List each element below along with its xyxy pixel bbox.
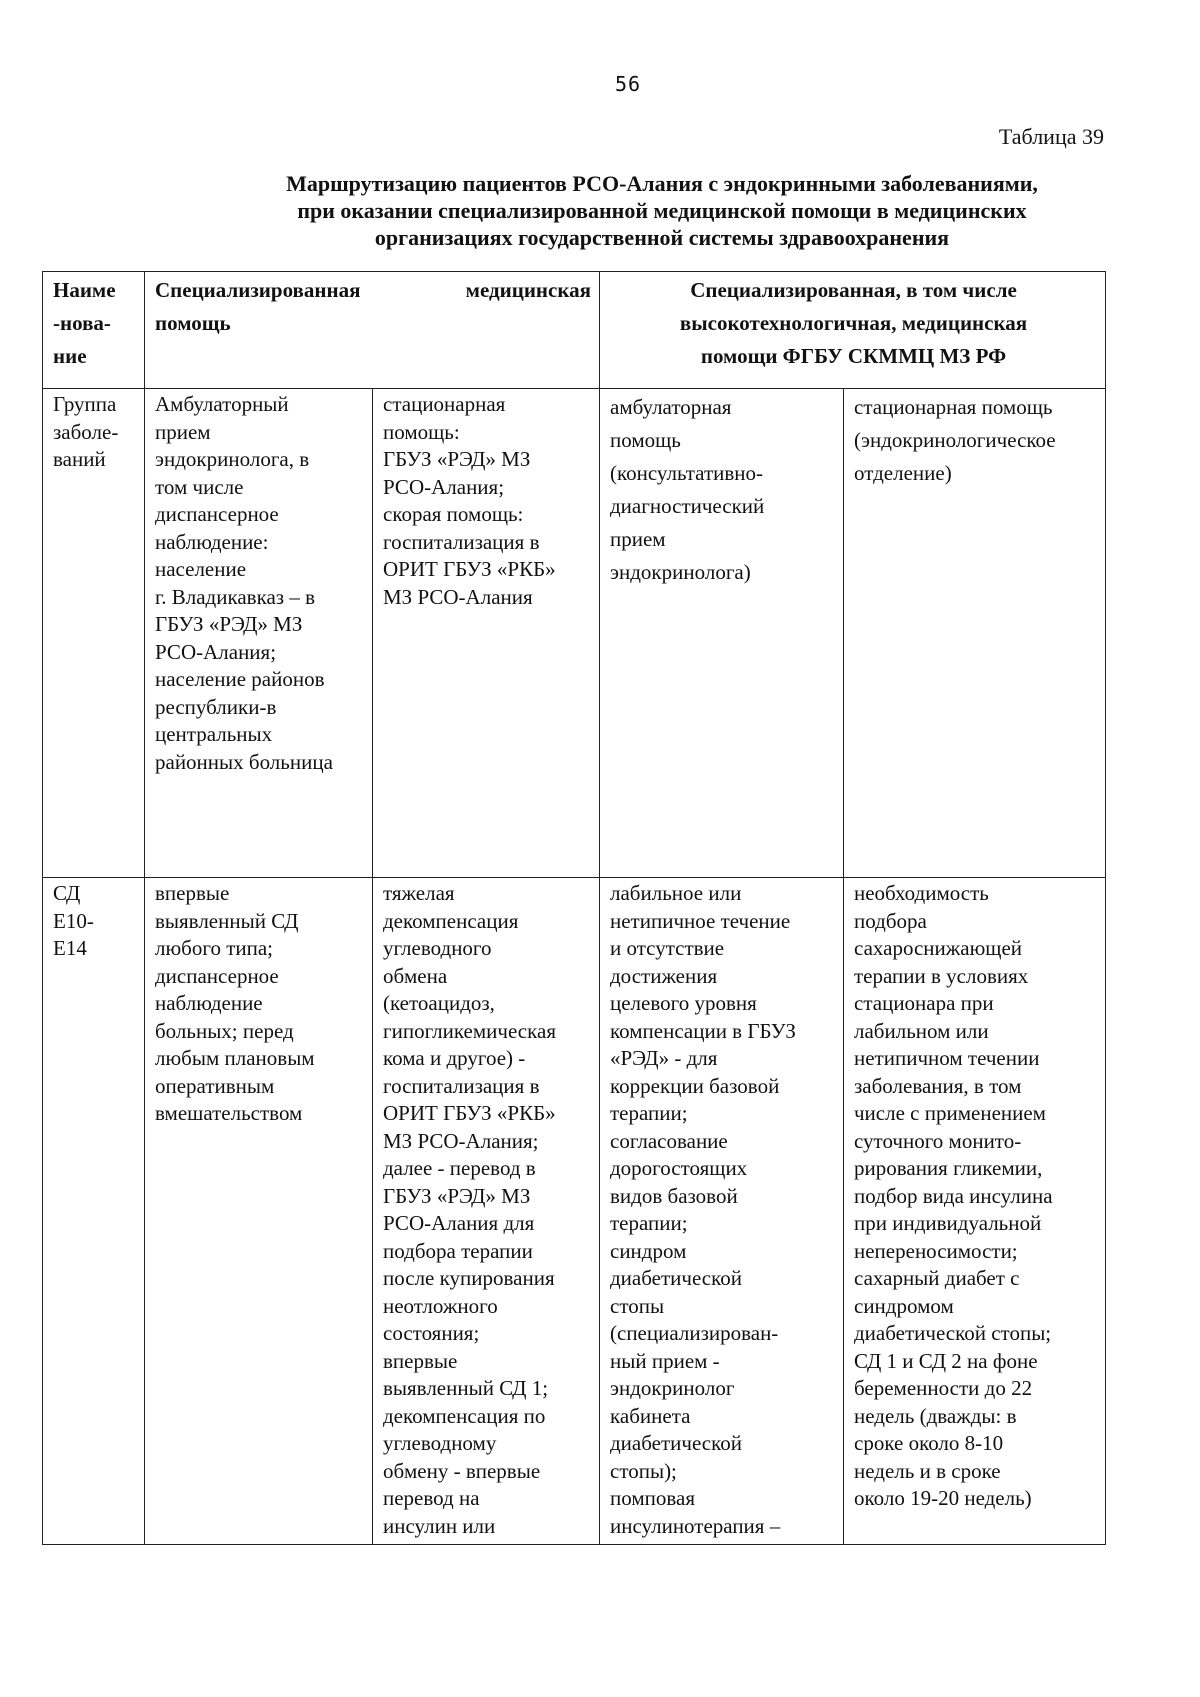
- cell-text-line: ГБУЗ «РЭД» МЗ: [155, 612, 303, 636]
- cell-text-line: стационарная помощь: [854, 395, 1053, 419]
- cell-text-line: СД 1 и СД 2 на фоне: [854, 1348, 1038, 1373]
- cell-text-line: далее - перевод в: [383, 1156, 536, 1180]
- cell-text-line: отделение): [854, 461, 952, 485]
- cell-text-line: ный прием -: [610, 1348, 720, 1373]
- cell-text-line: госпитализация в: [383, 529, 540, 554]
- page-number: 56: [614, 72, 642, 96]
- cell-text-line: углеводному: [383, 1431, 497, 1455]
- header-specialized-line: Специализированная медицинская: [155, 278, 591, 302]
- cell-text-line: Группа: [53, 392, 117, 416]
- cell-text-line: терапии;: [610, 1211, 688, 1235]
- cell-text-line: (специализирован-: [610, 1321, 779, 1345]
- cell-text-line: декомпенсация: [383, 908, 519, 933]
- cell-text-line: сахароснижающей: [854, 936, 1023, 960]
- cell-text-line: непереносимости;: [854, 1238, 1018, 1263]
- cell-text-line: неотложного: [383, 1293, 498, 1318]
- cell-text-line: диабетической: [610, 1431, 742, 1455]
- routing-table: [42, 271, 1106, 1545]
- cell-text-line: -нова-: [53, 311, 111, 335]
- group-inpatient-cell: [373, 389, 600, 878]
- cell-text-line: дорогостоящих: [610, 1156, 748, 1180]
- cell-text-line: центральных: [155, 722, 273, 746]
- cell-text-line: наблюдение:: [155, 529, 269, 554]
- cell-text-line: лабильное или: [610, 881, 742, 905]
- cell-text-line: население районов: [155, 667, 325, 691]
- cell-text-line: ГБУЗ «РЭД» МЗ: [383, 447, 531, 471]
- sd-ht-inpatient-cell: [844, 878, 1106, 1545]
- sd-name-cell: [43, 878, 145, 1545]
- cell-text-line: сроке около 8-10: [854, 1431, 1004, 1455]
- group-name-cell: [43, 389, 145, 878]
- cell-text-line: рирования гликемии,: [854, 1156, 1043, 1180]
- cell-text-line: синдром: [610, 1238, 687, 1263]
- cell-text-line: МЗ РСО-Алания;: [383, 1128, 539, 1153]
- cell-text-line: компенсации в ГБУЗ: [610, 1018, 796, 1043]
- cell-text-line: любым плановым: [155, 1046, 315, 1070]
- cell-text-line: около 19-20 недель): [854, 1486, 1032, 1510]
- cell-text-line: подбор вида инсулина: [854, 1183, 1053, 1208]
- cell-text-line: РСО-Алания для: [383, 1211, 535, 1235]
- group-outpatient-cell: [145, 389, 373, 878]
- table-row: [43, 389, 1106, 878]
- cell-text-line: кома и другое) -: [383, 1046, 526, 1070]
- cell-text-line: больных; перед: [155, 1018, 294, 1043]
- cell-text-line: стопы: [610, 1293, 665, 1318]
- cell-text-line: видов базовой: [610, 1183, 738, 1208]
- group-ht-outpatient-cell: [600, 389, 844, 878]
- header-specialized-cell: [145, 272, 600, 389]
- cell-text-line: терапии;: [610, 1101, 688, 1125]
- cell-text-line: нетипичном течении: [854, 1046, 1040, 1070]
- cell-text-line: выявленный СД 1;: [383, 1376, 549, 1400]
- title-line: при оказании специализированной медицинской помощи в медицинских: [297, 198, 1027, 223]
- cell-text-line: обмена: [383, 963, 448, 988]
- cell-text-line: прием: [610, 527, 666, 551]
- title-line: организациях государственной системы здравоохранения: [374, 225, 950, 250]
- cell-text-line: сахарный диабет с: [854, 1266, 1020, 1290]
- table-header-row: [43, 272, 1106, 389]
- header-name-cell: [43, 272, 145, 389]
- cell-text-line: (кетоацидоз,: [383, 991, 495, 1015]
- cell-text-line: «РЭД» - для: [610, 1046, 718, 1070]
- cell-text-line: диабетической: [610, 1266, 742, 1290]
- cell-text-line: РСО-Алания;: [383, 474, 505, 499]
- cell-text-line: высокотехнологичная, медицинская: [679, 311, 1028, 335]
- cell-text-line: любого типа;: [155, 936, 274, 960]
- cell-text-line: инсулинотерапия –: [610, 1513, 781, 1538]
- cell-text-line: недель и в сроке: [854, 1458, 1001, 1483]
- cell-text-line: подбора: [854, 908, 927, 933]
- cell-text-line: помповая: [610, 1486, 695, 1510]
- cell-text-line: помощь: [610, 428, 681, 452]
- cell-text-line: ОРИТ ГБУЗ «РКБ»: [383, 557, 556, 581]
- cell-text-line: эндокринолога, в: [155, 447, 310, 471]
- sd-outpatient-cell: [145, 878, 373, 1545]
- cell-text-line: (эндокринологическое: [854, 428, 1056, 452]
- cell-text-line: при индивидуальной: [854, 1211, 1042, 1235]
- cell-text-line: углеводного: [383, 936, 492, 960]
- cell-text-line: районных больница: [155, 749, 333, 774]
- cell-text-line: числе с применением: [854, 1101, 1046, 1125]
- cell-text-line: госпитализация в: [383, 1073, 540, 1098]
- cell-text-line: наблюдение: [155, 991, 263, 1015]
- cell-text-line: декомпенсация по: [383, 1403, 546, 1428]
- cell-text-line: согласование: [610, 1128, 728, 1153]
- cell-text-line: гипогликемическая: [383, 1018, 556, 1043]
- cell-text-line: инсулин или: [383, 1513, 496, 1538]
- cell-text-line: заболевания, в том: [854, 1073, 1022, 1098]
- cell-text-line: диагностический: [610, 494, 765, 518]
- cell-text-line: ваний: [53, 447, 106, 471]
- cell-text-line: СД: [53, 881, 81, 905]
- sd-ht-outpatient-cell: [600, 878, 844, 1545]
- cell-text-line: эндокринолога): [610, 560, 751, 584]
- cell-text-line: Амбулаторный: [155, 392, 289, 416]
- cell-text-line: и отсутствие: [610, 936, 725, 960]
- cell-text-line: помощи ФГБУ СКММЦ МЗ РФ: [700, 344, 1007, 368]
- cell-text-line: республики-в: [155, 694, 277, 719]
- cell-text-line: достижения: [610, 963, 718, 988]
- cell-text-line: Наиме: [53, 278, 116, 302]
- sd-inpatient-cell: [373, 878, 600, 1545]
- cell-text-line: прием: [155, 419, 211, 444]
- cell-text-line: диспансерное: [155, 502, 279, 526]
- cell-text-line: синдромом: [854, 1293, 954, 1318]
- cell-text-line: целевого уровня: [610, 991, 757, 1015]
- header-specialized-line: помощь: [155, 311, 231, 335]
- cell-text-line: беременности до 22: [854, 1376, 1033, 1400]
- cell-text-line: Специализированная, в том числе: [690, 278, 1017, 302]
- table-label: Таблица 39: [998, 124, 1104, 149]
- cell-text-line: состояния;: [383, 1321, 480, 1345]
- cell-text-line: обмену - впервые: [383, 1458, 541, 1483]
- cell-text-line: тяжелая: [383, 881, 455, 905]
- cell-text-line: оперативным: [155, 1073, 275, 1098]
- cell-text-line: РСО-Алания;: [155, 639, 277, 664]
- cell-text-line: терапии в условиях: [854, 963, 1029, 988]
- cell-text-line: население: [155, 557, 247, 581]
- cell-text-line: суточного монито-: [854, 1128, 1022, 1153]
- cell-text-line: том числе: [155, 474, 244, 499]
- document-title: [200, 170, 1124, 251]
- title-line: Маршрутизацию пациентов РСО-Алания с эндокринными заболеваниями,: [286, 171, 1038, 196]
- cell-text-line: перевод на: [383, 1486, 480, 1510]
- cell-text-line: выявленный СД: [155, 908, 299, 933]
- cell-text-line: впервые: [155, 881, 230, 905]
- cell-text-line: ние: [53, 344, 87, 368]
- cell-text-line: стационара при: [854, 991, 994, 1015]
- cell-text-line: коррекции базовой: [610, 1073, 780, 1098]
- header-high-tech-cell: [600, 272, 1106, 389]
- table-row: [43, 878, 1106, 1545]
- cell-text-line: подбора терапии: [383, 1238, 533, 1263]
- cell-text-line: впервые: [383, 1348, 458, 1373]
- cell-text-line: ГБУЗ «РЭД» МЗ: [383, 1183, 531, 1208]
- cell-text-line: нетипичное течение: [610, 908, 791, 933]
- cell-text-line: стационарная: [383, 392, 506, 416]
- cell-text-line: Е10-: [53, 908, 94, 933]
- cell-text-line: недель (дважды: в: [854, 1403, 1017, 1428]
- cell-text-line: вмешательством: [155, 1101, 303, 1125]
- cell-text-line: г. Владикавказ – в: [155, 584, 316, 609]
- cell-text-line: лабильном или: [854, 1018, 989, 1043]
- cell-text-line: амбулаторная: [610, 395, 732, 419]
- cell-text-line: заболе-: [53, 419, 119, 444]
- cell-text-line: МЗ РСО-Алания: [383, 584, 533, 609]
- cell-text-line: Е14: [53, 936, 87, 960]
- cell-text-line: необходимость: [854, 881, 989, 905]
- group-ht-inpatient-cell: [844, 389, 1106, 878]
- cell-text-line: (консультативно-: [610, 461, 764, 485]
- cell-text-line: диабетической стопы;: [854, 1321, 1052, 1345]
- cell-text-line: эндокринолог: [610, 1376, 735, 1400]
- cell-text-line: скорая помощь:: [383, 502, 524, 526]
- cell-text-line: кабинета: [610, 1403, 691, 1428]
- cell-text-line: стопы);: [610, 1458, 677, 1483]
- cell-text-line: диспансерное: [155, 963, 279, 988]
- cell-text-line: после купирования: [383, 1266, 555, 1290]
- cell-text-line: помощь:: [383, 419, 460, 444]
- cell-text-line: ОРИТ ГБУЗ «РКБ»: [383, 1101, 556, 1125]
